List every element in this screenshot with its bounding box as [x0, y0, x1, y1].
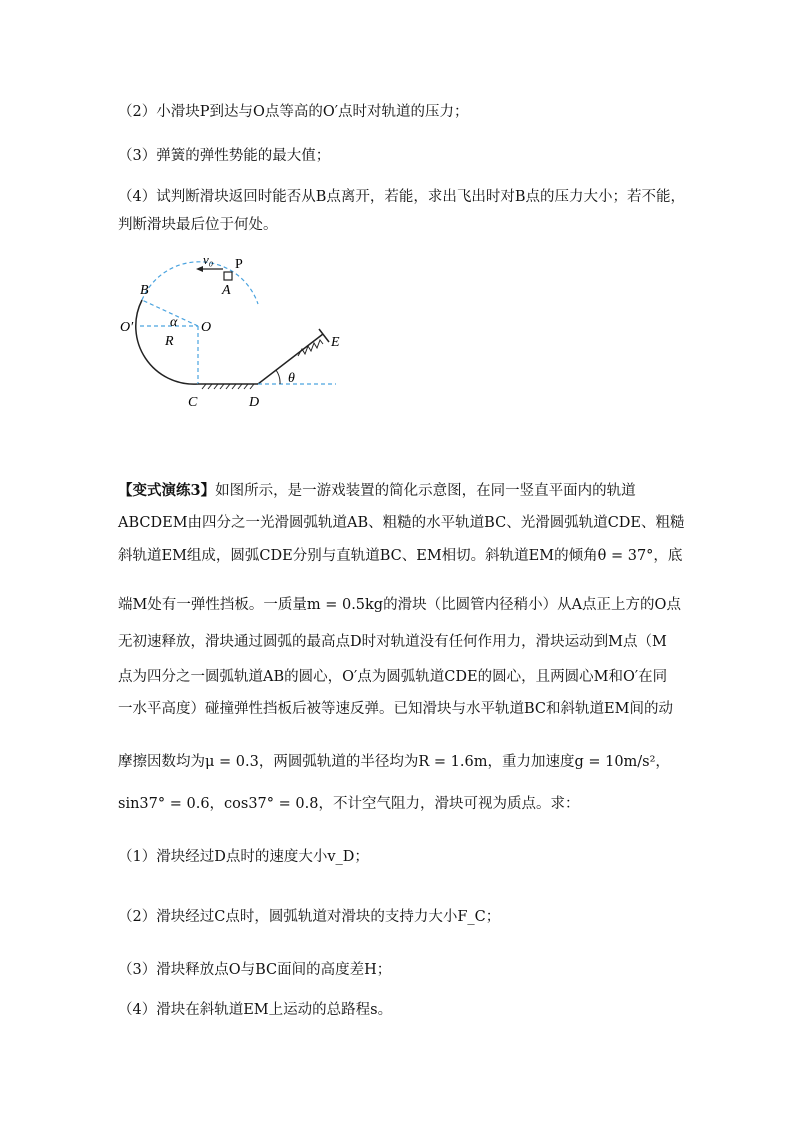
label-r: R: [165, 334, 174, 349]
problem-line-5: 无初速释放，滑块通过圆弧的最高点D时对轨道没有任何作用力，滑块运动到M点（M: [118, 634, 667, 650]
label-p: P: [235, 257, 243, 272]
label-c: C: [188, 395, 198, 410]
problem-line-2: ABCDEM由四分之一光滑圆弧轨道AB、粗糙的水平轨道BC、光滑圆弧轨道CDE、粗糙: [118, 515, 685, 531]
problem-line-8: 摩擦因数均为μ = 0.3，两圆弧轨道的半径均为R = 1.6m，重力加速度g = 10m/s²，: [118, 754, 670, 770]
question-3: （3）滑块释放点O与BC面间的高度差H；: [118, 962, 392, 978]
question-2: （2）滑块经过C点时，圆弧轨道对滑块的支持力大小F_C；: [118, 909, 501, 925]
problem-line-6: 点为四分之一圆弧轨道AB的圆心，O′点为圆弧轨道CDE的圆心，且两圆心M和O′在同: [118, 669, 668, 685]
label-theta: θ: [288, 371, 295, 386]
problem-line-4: 端M处有一弹性挡板。一质量m = 0.5kg的滑块（比圆管内径稍小）从A点正上方的O点: [118, 597, 681, 613]
label-v0: v₀: [203, 252, 214, 267]
problem-line-9: sin37° = 0.6，cos37° = 0.8，不计空气阻力，滑块可视为质点。求：: [118, 796, 580, 812]
problem-line-7: 一水平高度）碰撞弹性挡板后被等速反弹。已知滑块与水平轨道BC和斜轨道EM间的动: [118, 701, 673, 717]
prev-question-4-cont: 判断滑块最后位于何处。: [118, 217, 278, 233]
question-1: （1）滑块经过D点时的速度大小v_D；: [118, 849, 369, 865]
track-figure: [118, 246, 358, 416]
question-4: （4）滑块在斜轨道EM上运动的总路程s。: [118, 1002, 393, 1018]
label-o-prime: O′: [120, 320, 134, 335]
prev-question-2: （2）小滑块P到达与O点等高的O′点时对轨道的压力；: [118, 104, 469, 120]
label-e: E: [331, 335, 340, 350]
theta-arc: [276, 370, 280, 384]
prev-question-3: （3）弹簧的弹性势能的最大值；: [118, 148, 331, 164]
problem-heading: 【变式演练3】: [118, 482, 216, 499]
label-alpha: α: [170, 315, 178, 330]
block-p: [224, 272, 232, 280]
spring: [298, 340, 323, 356]
label-d: D: [249, 395, 260, 410]
label-o: O: [201, 320, 212, 335]
problem-line-1: [118, 479, 636, 500]
problem-intro: 如图所示，是一游戏装置的简化示意图，在同一竖直平面内的轨道: [215, 483, 636, 499]
prev-question-4: （4）试判断滑块返回时能否从B点离开，若能，求出飞出时对B点的压力大小；若不能，: [118, 189, 686, 205]
label-a: A: [222, 283, 231, 298]
velocity-arrowhead: [196, 266, 203, 272]
problem-line-3: 斜轨道EM组成，圆弧CDE分别与直轨道BC、EM相切。斜轨道EM的倾角θ = 37°，底: [118, 548, 683, 564]
label-b: B: [140, 283, 149, 298]
